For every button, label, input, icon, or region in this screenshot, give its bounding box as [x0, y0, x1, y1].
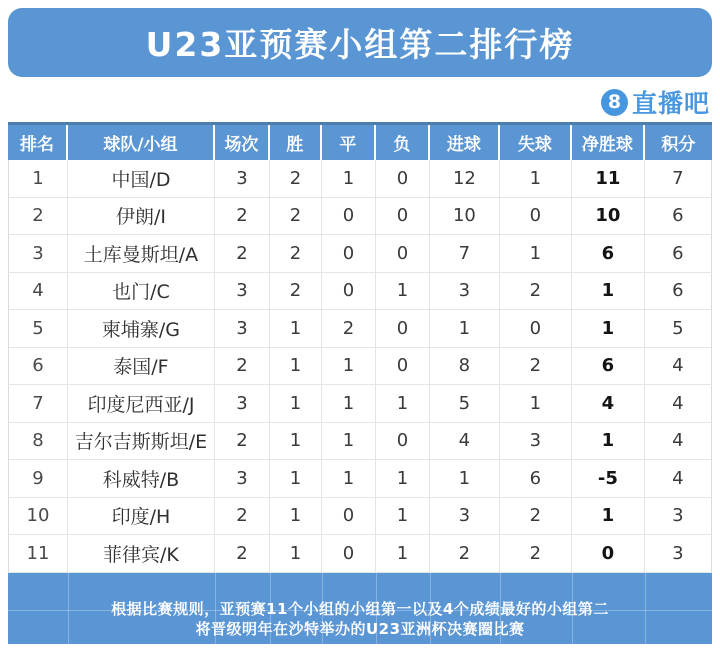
stat-cell: 10 — [8, 498, 68, 535]
stat-cell: 4 — [645, 385, 712, 422]
footer-note-line2: 将晋级明年在沙特举办的U23亚洲杯决赛圈比赛 — [195, 619, 525, 638]
stat-cell: 2 — [215, 535, 270, 572]
stat-cell: 1 — [322, 348, 376, 385]
page-title: U23亚预赛小组第二排行榜 — [145, 25, 575, 64]
stat-cell: 2 — [270, 273, 322, 310]
column-header-0: 排名 — [8, 125, 68, 160]
table-row — [8, 348, 712, 386]
table-header-row — [8, 122, 712, 160]
stat-cell: 3 — [215, 160, 270, 197]
stat-cell: 1 — [270, 310, 322, 347]
stat-cell: 1 — [500, 235, 572, 272]
stat-cell: 4 — [572, 385, 645, 422]
stat-cell: 2 — [215, 235, 270, 272]
team-cell: 也门/C — [68, 273, 215, 310]
column-header-6: 进球 — [430, 125, 500, 160]
stat-cell: 6 — [500, 460, 572, 497]
stat-cell: 12 — [430, 160, 500, 197]
stat-cell: 1 — [376, 498, 430, 535]
team-cell: 吉尔吉斯斯坦/E — [68, 423, 215, 460]
stat-cell: 2 — [215, 498, 270, 535]
stat-cell: 0 — [376, 310, 430, 347]
stat-cell: 1 — [500, 160, 572, 197]
stat-cell: 2 — [500, 273, 572, 310]
table-row — [8, 160, 712, 198]
stat-cell: 3 — [8, 235, 68, 272]
table-row — [8, 460, 712, 498]
stat-cell: 1 — [270, 423, 322, 460]
stat-cell: 2 — [215, 348, 270, 385]
table-row — [8, 423, 712, 461]
table-row — [8, 498, 712, 536]
stat-cell: 2 — [270, 235, 322, 272]
stat-cell: 1 — [572, 498, 645, 535]
stat-cell: 1 — [322, 460, 376, 497]
stat-cell: 0 — [500, 198, 572, 235]
footer-note-band — [8, 573, 712, 644]
stat-cell: 1 — [270, 498, 322, 535]
stat-cell: 8 — [430, 348, 500, 385]
stat-cell: 3 — [215, 310, 270, 347]
stat-cell: 11 — [572, 160, 645, 197]
stat-cell: 1 — [8, 160, 68, 197]
stat-cell: 10 — [430, 198, 500, 235]
stat-cell: 3 — [645, 535, 712, 572]
stat-cell: 1 — [572, 273, 645, 310]
stat-cell: 5 — [430, 385, 500, 422]
team-cell: 土库曼斯坦/A — [68, 235, 215, 272]
stat-cell: 1 — [376, 385, 430, 422]
team-cell: 菲律宾/K — [68, 535, 215, 572]
stat-cell: 4 — [430, 423, 500, 460]
stat-cell: 3 — [645, 498, 712, 535]
stat-cell: 6 — [8, 348, 68, 385]
stat-cell: 1 — [270, 460, 322, 497]
stat-cell: 2 — [500, 498, 572, 535]
stat-cell: 3 — [215, 273, 270, 310]
stat-cell: 1 — [376, 535, 430, 572]
zhibo8-logo-text: 直播吧 — [631, 89, 710, 118]
stat-cell: 4 — [645, 348, 712, 385]
stat-cell: 1 — [430, 310, 500, 347]
stat-cell: 11 — [8, 535, 68, 572]
column-header-3: 胜 — [270, 125, 322, 160]
stat-cell: 1 — [270, 348, 322, 385]
stat-cell: 0 — [322, 198, 376, 235]
table-row — [8, 535, 712, 573]
footer-grid-line — [68, 573, 69, 644]
table-row — [8, 310, 712, 348]
standings-table — [8, 122, 712, 644]
zhibo8-logo — [601, 87, 710, 117]
stat-cell: 5 — [645, 310, 712, 347]
stat-cell: 2 — [430, 535, 500, 572]
stat-cell: 6 — [645, 273, 712, 310]
stat-cell: 8 — [8, 423, 68, 460]
title-banner — [8, 8, 712, 77]
stat-cell: 2 — [215, 423, 270, 460]
stat-cell: 3 — [215, 460, 270, 497]
column-header-1: 球队/小组 — [68, 125, 215, 160]
zhibo8-badge-icon: 8 — [601, 89, 628, 116]
team-cell: 印度尼西亚/J — [68, 385, 215, 422]
team-cell: 柬埔寨/G — [68, 310, 215, 347]
stat-cell: 1 — [376, 273, 430, 310]
stat-cell: 10 — [572, 198, 645, 235]
team-cell: 印度/H — [68, 498, 215, 535]
stat-cell: 2 — [8, 198, 68, 235]
stat-cell: 4 — [645, 423, 712, 460]
stat-cell: 1 — [322, 160, 376, 197]
stat-cell: 1 — [572, 423, 645, 460]
stat-cell: 3 — [430, 273, 500, 310]
table-row — [8, 198, 712, 236]
stat-cell: -5 — [572, 460, 645, 497]
team-cell: 泰国/F — [68, 348, 215, 385]
stat-cell: 7 — [8, 385, 68, 422]
table-body — [8, 160, 712, 573]
table-row — [8, 385, 712, 423]
stat-cell: 0 — [572, 535, 645, 572]
team-cell: 伊朗/I — [68, 198, 215, 235]
team-cell: 中国/D — [68, 160, 215, 197]
stat-cell: 1 — [322, 423, 376, 460]
stat-cell: 6 — [572, 348, 645, 385]
stat-cell: 2 — [322, 310, 376, 347]
column-header-8: 净胜球 — [572, 125, 645, 160]
stat-cell: 3 — [430, 498, 500, 535]
stat-cell: 6 — [572, 235, 645, 272]
stat-cell: 9 — [8, 460, 68, 497]
footer-note-line1: 根据比赛规则，亚预赛11个小组的小组第一以及4个成绩最好的小组第二 — [111, 599, 609, 618]
stat-cell: 1 — [322, 385, 376, 422]
stat-cell: 0 — [322, 498, 376, 535]
stat-cell: 1 — [500, 385, 572, 422]
stat-cell: 0 — [500, 310, 572, 347]
stat-cell: 1 — [270, 535, 322, 572]
table-row — [8, 235, 712, 273]
stat-cell: 2 — [270, 160, 322, 197]
footer-grid-line — [645, 573, 646, 644]
stat-cell: 7 — [645, 160, 712, 197]
stat-cell: 1 — [270, 385, 322, 422]
column-header-2: 场次 — [215, 125, 270, 160]
stat-cell: 0 — [376, 198, 430, 235]
stat-cell: 3 — [215, 385, 270, 422]
team-cell: 科威特/B — [68, 460, 215, 497]
stat-cell: 0 — [322, 535, 376, 572]
stat-cell: 1 — [430, 460, 500, 497]
column-header-4: 平 — [322, 125, 376, 160]
stat-cell: 0 — [376, 160, 430, 197]
table-row — [8, 273, 712, 311]
stat-cell: 2 — [500, 348, 572, 385]
stat-cell: 0 — [376, 348, 430, 385]
stat-cell: 1 — [376, 460, 430, 497]
stat-cell: 0 — [376, 423, 430, 460]
column-header-7: 失球 — [500, 125, 572, 160]
column-header-5: 负 — [376, 125, 430, 160]
stat-cell: 4 — [645, 460, 712, 497]
stat-cell: 0 — [322, 235, 376, 272]
stat-cell: 2 — [215, 198, 270, 235]
column-header-9: 积分 — [661, 135, 696, 155]
stat-cell: 4 — [8, 273, 68, 310]
stat-cell: 0 — [322, 273, 376, 310]
stat-cell: 5 — [8, 310, 68, 347]
stat-cell: 2 — [500, 535, 572, 572]
stat-cell: 7 — [430, 235, 500, 272]
stat-cell: 3 — [500, 423, 572, 460]
stat-cell: 0 — [376, 235, 430, 272]
stat-cell: 6 — [645, 198, 712, 235]
stat-cell: 6 — [645, 235, 712, 272]
stat-cell: 1 — [572, 310, 645, 347]
stat-cell: 2 — [270, 198, 322, 235]
